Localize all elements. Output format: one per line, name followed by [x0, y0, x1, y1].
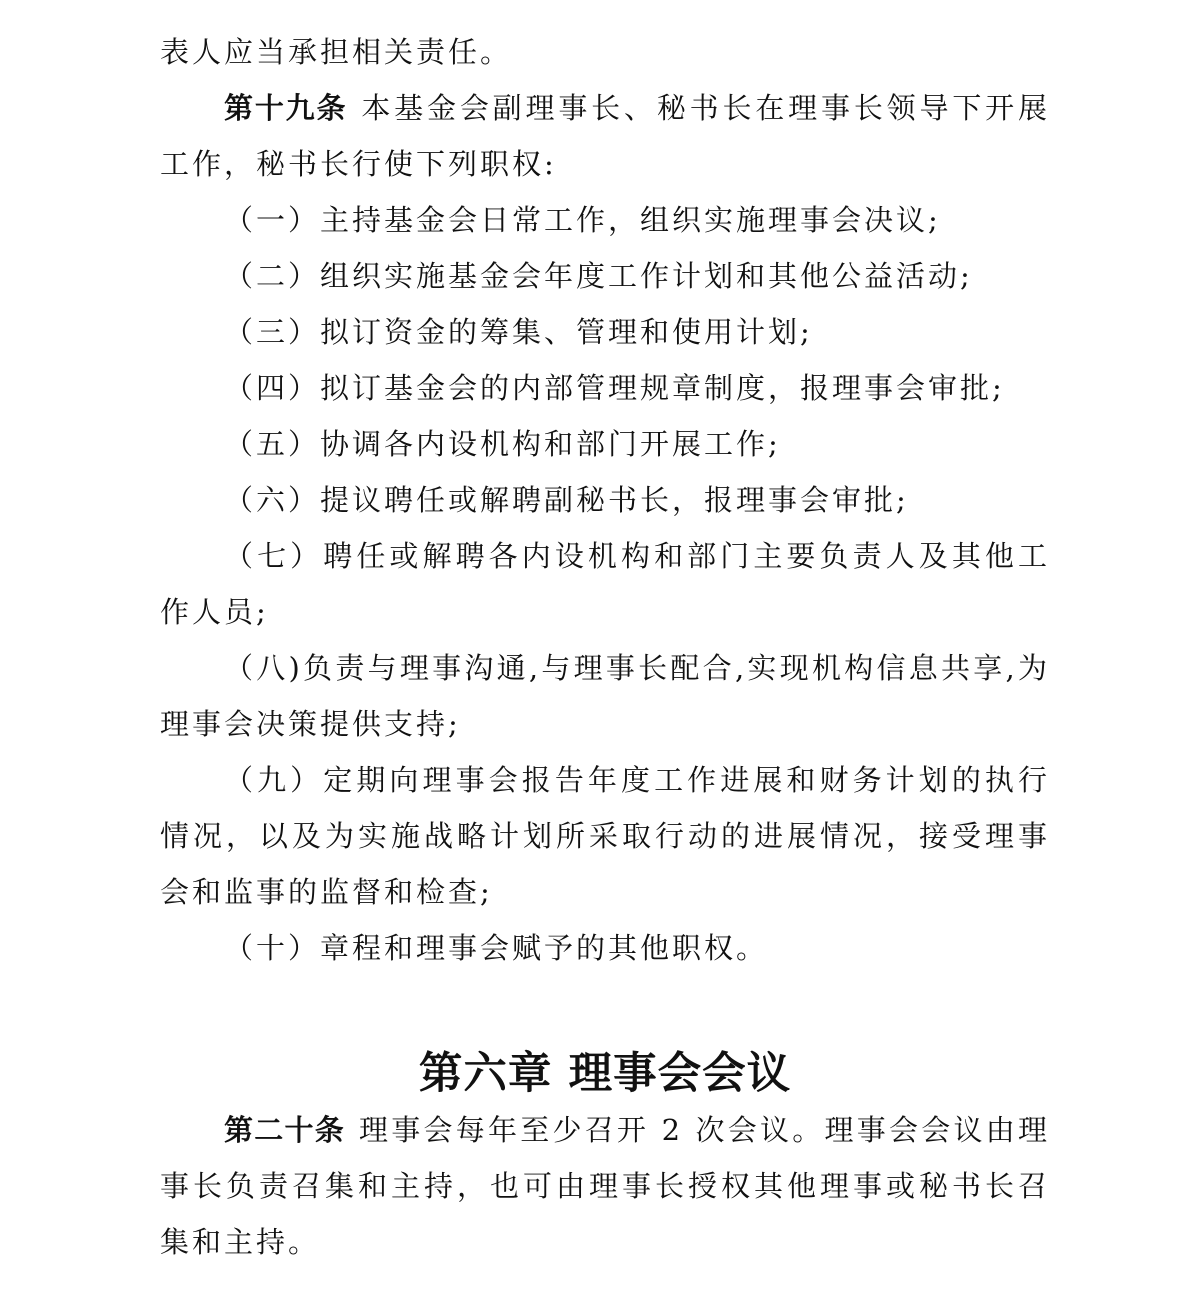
list-item-text: （四）拟订基金会的内部管理规章制度，报理事会审批;: [224, 371, 1005, 405]
list-item-text: （一）主持基金会日常工作，组织实施理事会决议;: [224, 203, 941, 237]
list-item-10: [160, 920, 1050, 976]
list-item-4: [160, 360, 1050, 416]
paragraph-text: 理事会每年至少召开 2 次会议。理事会会议由理事长负责召集和主持，也可由理事长授权其他理事或秘书长召集和主持。: [160, 1113, 1050, 1259]
article-number: 第十九条: [224, 91, 348, 125]
list-item-text: （二）组织实施基金会年度工作计划和其他公益活动;: [224, 259, 973, 293]
list-item-text: （三）拟订资金的筹集、管理和使用计划;: [224, 315, 813, 349]
paragraph-text: 表人应当承担相关责任。: [160, 35, 513, 69]
list-item-7: [160, 528, 1050, 640]
paragraph-text: 本基金会副理事长、秘书长在理事长领导下开展工作，秘书长行使下列职权:: [160, 91, 1050, 181]
article-19-intro: [160, 80, 1050, 192]
list-item-text: （六）提议聘任或解聘副秘书长，报理事会审批;: [224, 483, 909, 517]
list-item-text: （七）聘任或解聘各内设机构和部门主要负责人及其他工作人员;: [160, 539, 1050, 629]
list-item-text: （十）章程和理事会赋予的其他职权。: [224, 931, 769, 965]
article-number: 第二十条: [224, 1113, 345, 1147]
list-item-3: [160, 304, 1050, 360]
article-20: [160, 1102, 1050, 1270]
list-item-6: [160, 472, 1050, 528]
paragraph-continuation: [160, 24, 1050, 80]
chapter-title: 第六章 理事会会议: [418, 1049, 792, 1099]
list-item-2: [160, 248, 1050, 304]
list-item-text: （九）定期向理事会报告年度工作进展和财务计划的执行情况，以及为实施战略计划所采取行动的进展情况，接受理事会和监事的监督和检查;: [160, 763, 1050, 909]
document-body: [160, 24, 1050, 1270]
list-item-text: （八)负责与理事沟通,与理事长配合,实现机构信息共享,为理事会决策提供支持;: [160, 651, 1050, 741]
list-item-1: [160, 192, 1050, 248]
list-item-5: [160, 416, 1050, 472]
list-item-text: （五）协调各内设机构和部门开展工作;: [224, 427, 781, 461]
list-item-9: [160, 752, 1050, 920]
list-item-8: [160, 640, 1050, 752]
